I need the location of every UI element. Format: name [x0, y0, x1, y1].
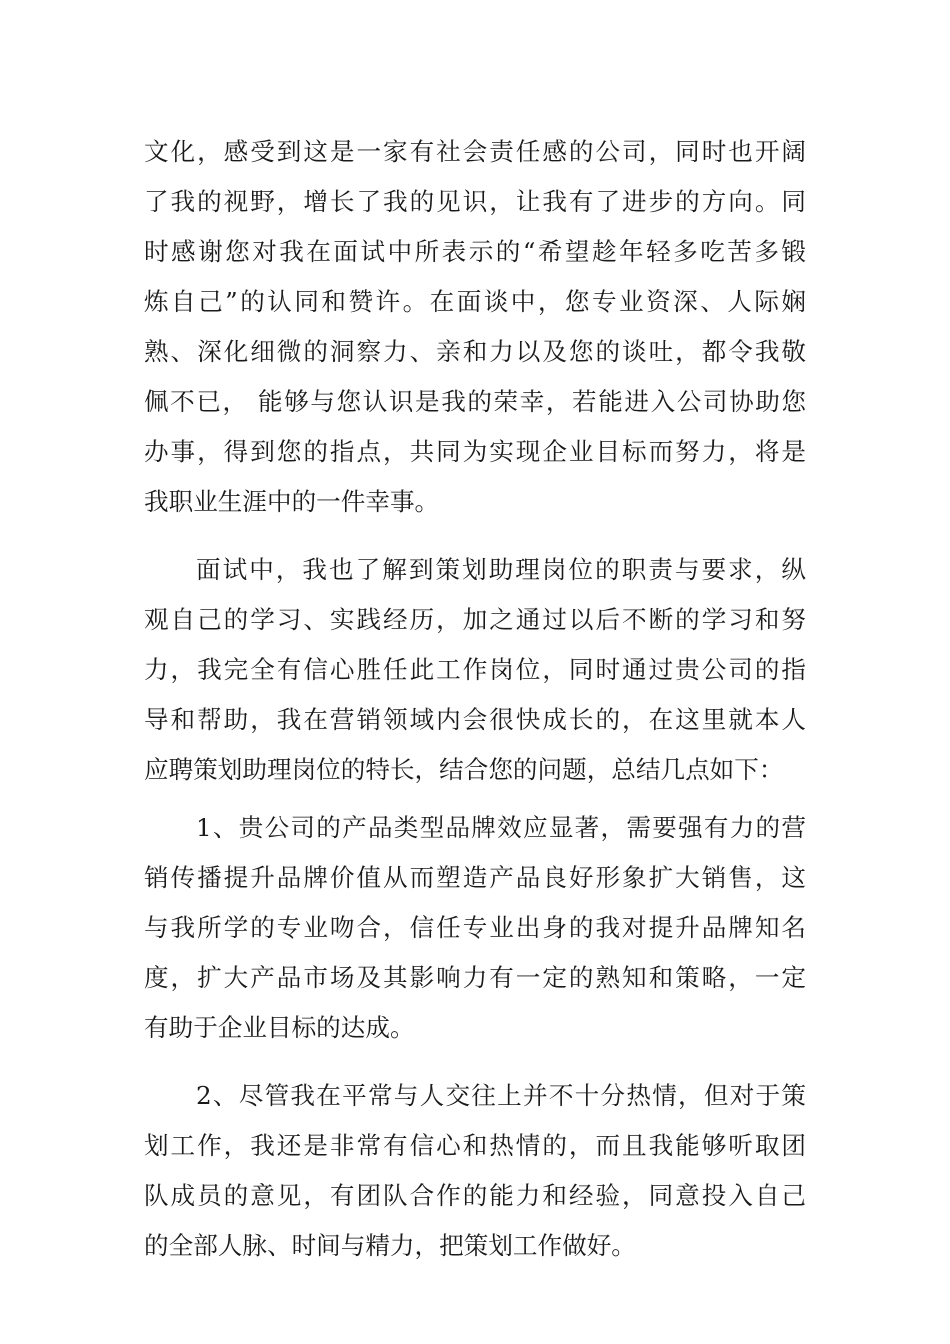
text-line: 炼自己”的认同和赞许。在面谈中，您专业资深、人际娴	[144, 287, 806, 316]
paragraph-interview	[144, 545, 806, 795]
text-line: 了我的视野，增长了我的见识，让我有了进步的方向。同	[144, 187, 806, 216]
text-line: 有助于企业目标的达成。	[144, 1013, 415, 1042]
paragraph-point-1	[144, 803, 806, 1053]
text-line: 队成员的意见，有团队合作的能力和经验，同意投入自己	[144, 1181, 806, 1210]
text-line: 导和帮助，我在营销领域内会很快成长的，在这里就本人	[144, 705, 806, 734]
text-line: 我职业生涯中的一件幸事。	[144, 487, 440, 516]
text-line: 文化，感受到这是一家有社会责任感的公司，同时也开阔	[144, 137, 806, 166]
letter-body	[144, 127, 806, 1271]
text-line: 销传播提升品牌价值从而塑造产品良好形象扩大销售，这	[144, 863, 806, 892]
paragraph-gratitude	[144, 127, 806, 527]
text-line: 的全部人脉、时间与精力，把策划工作做好。	[144, 1231, 636, 1260]
text-line: 办事，得到您的指点，共同为实现企业目标而努力，将是	[144, 437, 806, 466]
text-line: 1、贵公司的产品类型品牌效应显著，需要强有力的营	[196, 813, 806, 842]
text-line: 熟、深化细微的洞察力、亲和力以及您的谈吐，都令我敬	[144, 337, 806, 366]
text-line: 应聘策划助理岗位的特长，结合您的问题，总结几点如下：	[144, 755, 784, 784]
text-line: 面试中，我也了解到策划助理岗位的职责与要求，纵	[196, 555, 806, 584]
text-line: 划工作，我还是非常有信心和热情的，而且我能够听取团	[144, 1131, 806, 1160]
paragraph-point-2	[144, 1071, 806, 1271]
text-line: 度，扩大产品市场及其影响力有一定的熟知和策略，一定	[144, 963, 806, 992]
text-line: 2、尽管我在平常与人交往上并不十分热情，但对于策	[196, 1081, 806, 1110]
text-line: 时感谢您对我在面试中所表示的“希望趁年轻多吃苦多锻	[144, 237, 806, 266]
text-line: 与我所学的专业吻合，信任专业出身的我对提升品牌知名	[144, 913, 806, 942]
text-line: 佩不已， 能够与您认识是我的荣幸，若能进入公司协助您	[144, 387, 806, 416]
text-line: 观自己的学习、实践经历，加之通过以后不断的学习和努	[144, 605, 806, 634]
text-line: 力，我完全有信心胜任此工作岗位，同时通过贵公司的指	[144, 655, 806, 684]
